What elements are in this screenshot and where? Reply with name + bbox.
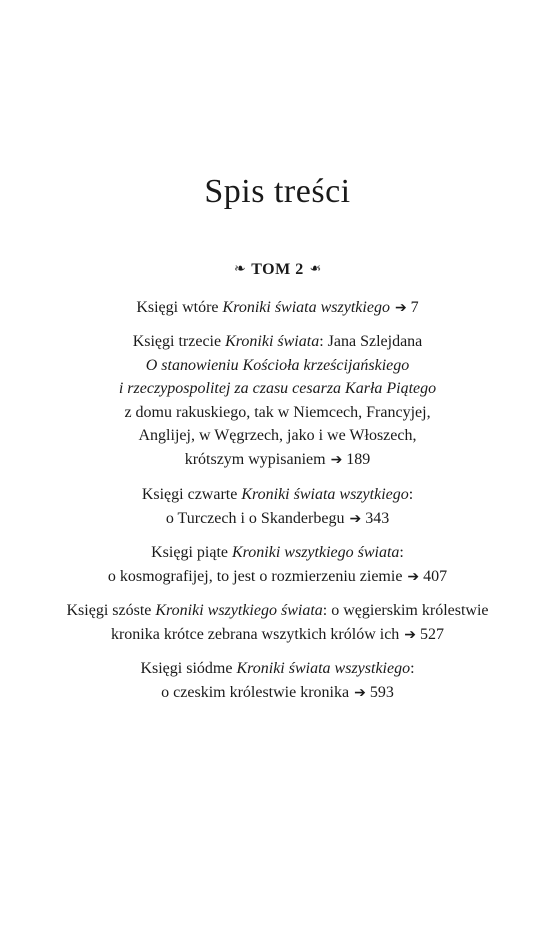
entry-subtitle-line: Anglijej, w Węgrzech, jako i we Włoszech, [138, 427, 417, 444]
entry-subtitle-text: o Turczech i o Skanderbegu [165, 509, 345, 527]
entry-title-text: : [410, 660, 415, 677]
entry-title-italic: Kroniki świata wszytkiego [241, 486, 409, 503]
page-number: 407 [423, 567, 448, 585]
toc-entry-line [0, 483, 555, 507]
toc-entry-line [0, 330, 555, 354]
entry-title-italic: Kroniki wszytkiego świata [155, 602, 323, 619]
toc-entry-line [0, 623, 555, 648]
entry-title-text: Księgi czwarte [141, 486, 242, 503]
entry-title-text: Księgi piąte [151, 544, 232, 561]
toc-entry-line [0, 448, 555, 473]
entry-subtitle-text: o czeskim królestwie kronika [161, 683, 350, 701]
entry-title-italic: Kroniki wszytkiego świata [232, 544, 400, 561]
entry-title-text: : [408, 486, 414, 503]
toc-entry-ksiegi-czwarte[interactable] [0, 483, 555, 531]
entry-subtitle-line: O stanowieniu Kościoła krześcijańskiego [145, 356, 410, 374]
entry-title-italic: Kroniki świata wszytkiego [222, 299, 390, 316]
arrow-right-icon: ➔ [404, 627, 417, 643]
entry-title-text: Księgi wtóre [136, 299, 223, 316]
arrow-right-icon: ➔ [407, 569, 420, 585]
entry-title-text: Księgi trzecie [132, 333, 226, 350]
entry-subtitle-text: o kosmografijej, to jest o rozmierzeniu ziemie [107, 567, 403, 585]
volume-heading [0, 261, 555, 279]
toc-entry-line [0, 681, 555, 706]
toc-entry-line [0, 541, 555, 565]
toc-entry-ksiegi-piate[interactable] [0, 541, 555, 589]
toc-entry-ksiegi-wtore[interactable] [0, 296, 555, 321]
entry-title-text: : Jana Szlejdana [319, 333, 423, 350]
ornament-right-icon: ❧ [308, 262, 321, 277]
toc-entry-line [0, 565, 555, 590]
toc-entry-line [0, 599, 555, 623]
entry-subtitle-line: i rzeczypospolitej za czasu cesarza Karła Piątego [118, 380, 437, 397]
entry-subtitle-text: kronika krótce zebrana wszytkich królów ich [110, 625, 400, 643]
entry-title-text: : o węgierskim królestwie [322, 602, 489, 619]
entry-subtitle-line: z domu rakuskiego, tak w Niemcech, Francyjej, [124, 403, 431, 421]
arrow-right-icon: ➔ [330, 452, 343, 468]
arrow-right-icon: ➔ [349, 511, 362, 527]
page-title: Spis treści [204, 172, 351, 210]
toc-entry-line [0, 657, 555, 681]
page-number: 7 [410, 299, 419, 316]
entry-subtitle-text: krótszym wypisaniem [184, 450, 326, 468]
toc-entry-ksiegi-trzecie[interactable] [0, 330, 555, 472]
volume-label: TOM 2 [251, 261, 304, 278]
entry-title-text: : [399, 544, 404, 561]
arrow-right-icon: ➔ [394, 301, 407, 316]
entry-title-text: Księgi szóste [66, 602, 156, 619]
ornament-left-icon: ❧ [234, 262, 247, 277]
toc-entry-ksiegi-siodme[interactable] [0, 657, 555, 705]
toc-entry-line [0, 296, 555, 321]
toc-entry-ksiegi-szoste[interactable] [0, 599, 555, 647]
entry-title-text: Księgi siódme [140, 660, 237, 677]
page-number: 527 [420, 625, 445, 643]
arrow-right-icon: ➔ [354, 685, 366, 701]
entry-title-italic: Kroniki świata [225, 333, 320, 350]
page-number: 593 [369, 683, 394, 701]
entry-title-italic: Kroniki świata wszystkiego [236, 660, 411, 677]
toc-entry-line [0, 507, 555, 532]
page-number: 343 [365, 509, 390, 527]
page-number: 189 [346, 450, 371, 468]
